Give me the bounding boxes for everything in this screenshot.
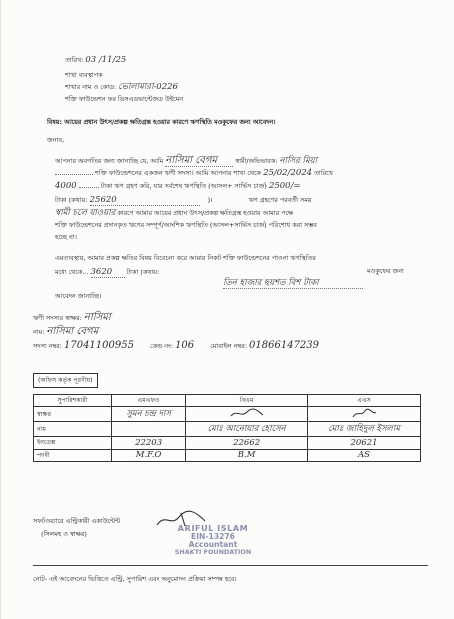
- date-value: 03 /11/25: [85, 55, 127, 65]
- para1-line3: [55, 182, 301, 191]
- accountant-line1: সফটওয়্যারে এন্ট্রিকারী একাউন্টেন্ট: [33, 517, 121, 525]
- handwritten-value: 22662: [233, 437, 261, 448]
- loan-amount-handwritten: 4000: [55, 181, 77, 191]
- para1-line1: [55, 155, 317, 167]
- table-cell: [308, 449, 421, 462]
- row-label: ইনডেক্স: [34, 437, 112, 450]
- member-number-label: সদস্য নম্বর:: [33, 342, 62, 350]
- table-cell: [112, 437, 186, 450]
- table-cell: [112, 449, 186, 462]
- para1-line7: হচ্ছে না।: [55, 233, 77, 241]
- loan-date-handwritten: 25/02/2024: [263, 168, 313, 178]
- table-row: [34, 437, 421, 450]
- member-number-handwritten: 17041100955: [63, 340, 134, 351]
- cause-handwritten: স্বামী চলে যাওয়ার: [55, 208, 116, 218]
- table-row: [34, 449, 421, 462]
- member-sign-handwritten: নাসিমা: [83, 312, 111, 323]
- handwritten-value: সুমন চন্দ্র দাস: [126, 409, 172, 419]
- para1-text-d: তারিখে: [314, 169, 333, 177]
- salutation: জনাব,: [47, 136, 64, 144]
- date-line: [65, 56, 126, 65]
- stamp-role: Accountant: [188, 539, 238, 549]
- branch-line: [65, 83, 178, 92]
- handwritten-value: AS: [358, 450, 370, 461]
- handwritten-value: 20621: [350, 437, 378, 448]
- table-cell: [112, 422, 186, 437]
- para1-text-e: টাকা ঋণ গ্রহণ করি, যার সর্বশেষ ঋণস্থিতি (আসল+ সার্ভিস চার্জ): [100, 182, 267, 190]
- member-number-line: [33, 340, 319, 351]
- applicant-name-handwritten: নাসিমা বেগম: [165, 155, 233, 167]
- para1-line4: টাকা (কথায়: 25620 )। ঋণ গ্রহণের পরবর্তী সময়: [55, 195, 312, 205]
- table-row: [34, 407, 421, 422]
- handwritten-value: মোঃ জাহিদুল ইসলাম: [328, 424, 400, 434]
- recommendation-table: [33, 394, 421, 462]
- row-label: স্বাক্ষর: [34, 407, 112, 422]
- member-name-handwritten: নাসিমা বেগম: [46, 326, 99, 337]
- table-header: এএস: [308, 395, 421, 407]
- para2-text-d: মওকুফের জন্য: [367, 267, 404, 275]
- signature-cell: [308, 407, 421, 422]
- table-cell: [186, 437, 308, 450]
- waive-amount-handwritten: 3620: [91, 268, 125, 278]
- para2-line2: [55, 268, 159, 278]
- para1-text-g: ঋণ গ্রহণের পরবর্তী সময়: [248, 196, 312, 204]
- outstanding-words-handwritten: 25620: [90, 196, 200, 206]
- signature-cell: [186, 407, 308, 422]
- para1-text-a: আপনার অবগতির জন্য জানাচ্ছি যে, আমি: [55, 157, 164, 165]
- footer-note: নোট- এই আবেদনের ভিত্তিতে এন্ট্রি, সুপারিশ এবং অনুমোদন প্রক্রিয়া সম্পন্ন হবে।: [33, 575, 237, 583]
- table-cell: [308, 437, 421, 450]
- branch-value: ভোলামারা-0226: [118, 82, 178, 92]
- handwritten-value: মোঃ আনোয়ার হোসেন: [207, 424, 286, 434]
- para1-text-b: স্বামী/অভিভাবক:: [235, 157, 278, 165]
- recipient-line: শাখা ব্যবস্থাপক: [65, 71, 103, 79]
- signature-scribble: [349, 408, 379, 419]
- center-handwritten: 106: [175, 340, 195, 351]
- table-cell: [186, 449, 308, 462]
- para2-line3: আবেদন জানাচ্ছি।: [55, 292, 102, 300]
- table-row: [34, 422, 421, 437]
- para2-text-c: টাকা (কথায়:: [126, 268, 160, 276]
- accountant-stamp: [163, 524, 263, 555]
- guardian-handwritten: নাসির মিয়া: [279, 156, 318, 166]
- member-name-line: [33, 326, 98, 337]
- mobile-handwritten: 01866147239: [249, 340, 320, 351]
- handwritten-value: B.M: [237, 450, 256, 461]
- office-section-title: (অফিস কর্তৃক পূরণীয়): [33, 373, 98, 388]
- para1-text-h: কারণে আমার আয়ের প্রধান উৎস/প্রকল্প ক্ষতিগ্রস্ত হওয়ায় আমার পক্ষে: [117, 209, 294, 217]
- signature-scribble: [227, 408, 267, 419]
- mobile-label: মোবাইল নম্বর:: [210, 342, 247, 350]
- table-header: বিএম: [186, 395, 308, 407]
- table-header-row: [34, 395, 421, 407]
- table-cell: [308, 422, 421, 437]
- org-line: শক্তি ফাউন্ডেশন ফর ডিসএডভান্টেজড উইমেন: [65, 95, 184, 103]
- para1-text-f: টাকা (কথায়:: [55, 196, 88, 204]
- para1-line5: [55, 209, 293, 218]
- table-cell: [186, 422, 308, 437]
- center-label: কেন্দ্র নং:: [150, 342, 174, 350]
- para1-text-c: শক্তি ফাউন্ডেশনের একজন ঋণী সদস্য। আমি আপনার শাখা থেকে: [95, 169, 262, 177]
- handwritten-value: 22203: [135, 437, 163, 448]
- date-label: তারিখ:: [65, 56, 84, 64]
- stamp-org: SHAKTI FOUNDATION: [174, 547, 252, 556]
- table-cell: [112, 407, 186, 422]
- row-label: নাম: [34, 422, 112, 437]
- para2-line1: এমতাবস্থায়, আমার প্রকল্প ক্ষতির বিষয় বিবেচনা করে আমার নিকট শক্তি ফাউন্ডেশনের পাওনা ঋণস্থিতির: [55, 254, 316, 262]
- outstanding-handwritten: 2500/=: [268, 181, 301, 191]
- para2-line2b: [223, 279, 363, 289]
- para1-line2: [55, 169, 333, 178]
- table-header: সুপারিশকারী: [34, 395, 112, 407]
- member-sign-label: ঋণী সদস্যর স্বাক্ষর:: [33, 314, 82, 322]
- subject-line: বিষয়: আয়ের প্রধান উৎস/প্রকল্প ক্ষতিগ্রস্ত হওয়ার কারণে ঋণস্থিতি মওকুফের জন্য আবেদন।: [47, 119, 276, 126]
- accountant-line2: (সিলমহ ও স্বাক্ষর): [41, 530, 87, 538]
- handwritten-value: M.F.O: [135, 450, 162, 461]
- para2-text-b: মধ্যে থেকে...: [55, 268, 89, 276]
- member-sign-line: [33, 312, 111, 323]
- table-header: এমএফও: [112, 395, 186, 407]
- branch-label: শাখার নাম ও কোড:: [65, 83, 116, 91]
- row-label: পদবী: [34, 449, 112, 462]
- waive-words-handwritten: তিন হাজার ছয়শত বিশ টাকা: [223, 279, 363, 289]
- stamp-ein: EIN-13276: [191, 531, 235, 541]
- footer-divider: [33, 565, 428, 566]
- member-name-label: নাম:: [33, 328, 45, 336]
- stamp-name: ARIFUL ISLAM: [177, 523, 249, 533]
- para1-line6: শক্তি ফাউন্ডেশনের প্রদানকৃত ঋণের সম্পূর্ণ/আংশিক ঋণস্থিতি (আসল+সার্ভিস চার্জ) পরিশোধ করা সম্ভব: [55, 221, 317, 229]
